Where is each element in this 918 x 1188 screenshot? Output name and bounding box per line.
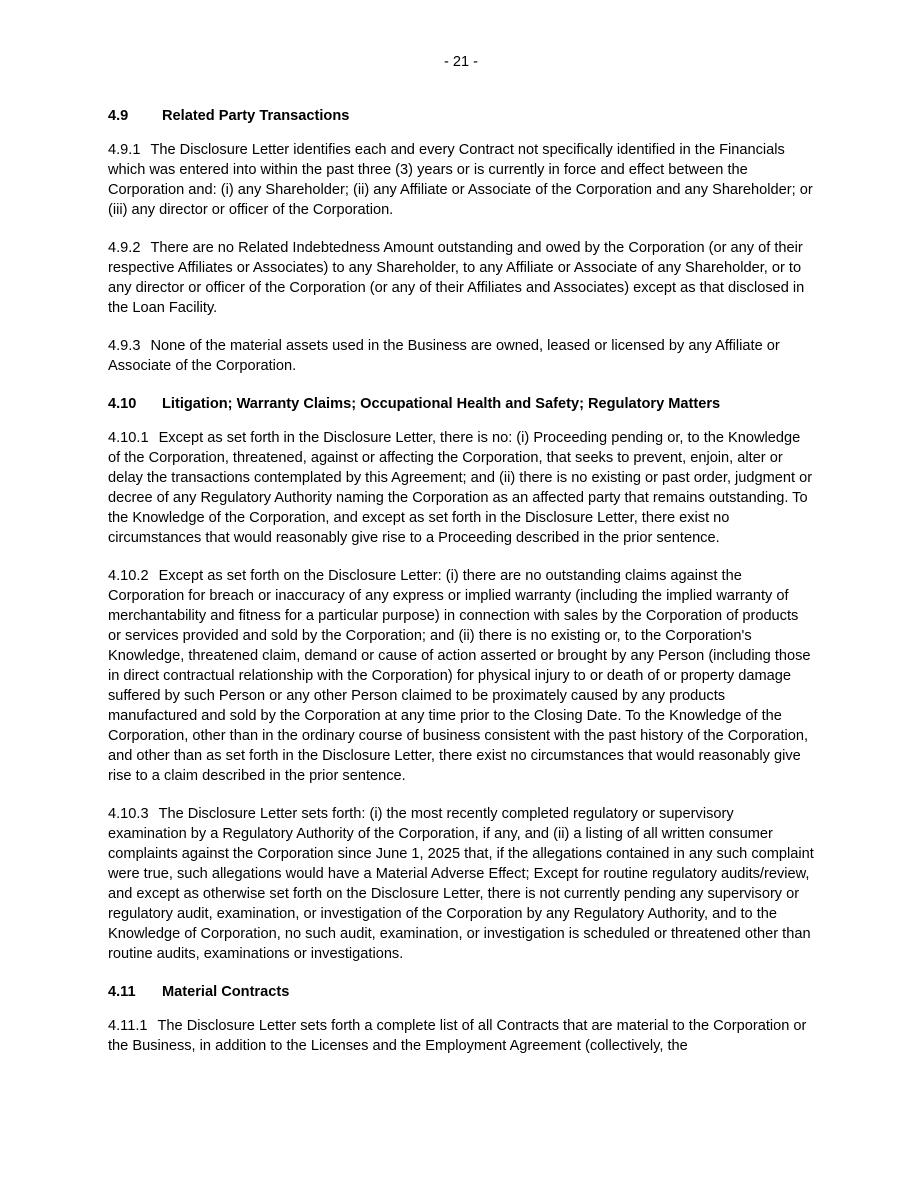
paragraph-4-9-2 xyxy=(108,238,814,318)
paragraph-4-9-1 xyxy=(108,140,814,220)
section-4-9 xyxy=(108,106,814,376)
paragraph-text: The Disclosure Letter identifies each and every Contract not specifically identified in the Financials which was entered into within the past three (3) years or is currently in force and effect between the Corporation and: (i) any Shareholder; (ii) any Affiliate or Associate of the Corporation and any Shareholder; or (iii) any director or officer of the Corporation. xyxy=(108,142,813,218)
section-4-10 xyxy=(108,394,814,964)
paragraph-4-10-2 xyxy=(108,566,814,786)
paragraph-4-9-3 xyxy=(108,336,814,376)
paragraph-number: 4.9.3 xyxy=(108,338,141,354)
paragraph-text: Except as set forth on the Disclosure Letter: (i) there are no outstanding claims against the Corporation for breach or inaccuracy of any express or implied warranty (including the implied warranty of merchantability and fitness for a particular purpose) in connection with sales by the Corporation of products or services provided and sold by the Corporation; and (ii) there is no existing or, to the Corporation's Knowledge, threatened claim, demand or cause of action asserted or brought by any Person (including those in direct contractual relationship with the Corporation) for physical injury to or death of or property damage suffered by such Person or any other Person claimed to be proximately caused by any products manufactured and sold by the Corporation at any time prior to the Closing Date. To the Knowledge of the Corporation, other than in the ordinary course of business consistent with the past history of the Corporation, and other than as set forth in the Disclosure Letter, there exist no circumstances that would reasonably give rise to a claim described in the prior sentence. xyxy=(108,568,811,784)
paragraph-number: 4.9.1 xyxy=(108,142,141,158)
section-heading xyxy=(108,982,814,1002)
section-title: Related Party Transactions xyxy=(162,108,350,124)
paragraph-text: The Disclosure Letter sets forth a complete list of all Contracts that are material to the Corporation or the Business, in addition to the Licenses and the Employment Agreement (collectively, the xyxy=(108,1018,807,1054)
section-number: 4.10 xyxy=(108,396,137,412)
document-page xyxy=(108,52,814,1074)
paragraph-4-10-1 xyxy=(108,428,814,548)
paragraph-number: 4.11.1 xyxy=(108,1018,148,1034)
paragraph-number: 4.10.1 xyxy=(108,430,149,446)
paragraph-text: None of the material assets used in the Business are owned, leased or licensed by any Affiliate or Associate of the Corporation. xyxy=(108,338,780,374)
section-number: 4.9 xyxy=(108,108,129,124)
section-title: Material Contracts xyxy=(162,984,290,1000)
paragraph-text: There are no Related Indebtedness Amount outstanding and owed by the Corporation (or any of their respective Affiliates or Associates) to any Shareholder, to any Affiliate or Associate of any Shareholder, or to any director or officer of the Corporation (or any of their Affiliates and Associates) except as that disclosed in the Loan Facility. xyxy=(108,240,805,316)
paragraph-text: Except as set forth in the Disclosure Letter, there is no: (i) Proceeding pending or, to the Knowledge of the Corporation, threatened, against or affecting the Corporation, that seeks to prevent, enjoin, alter or delay the transactions contemplated by this Agreement; and (ii) there is no existing or past order, judgment or decree of any Regulatory Authority naming the Corporation as an affected party that remains outstanding. To the Knowledge of the Corporation, and except as set forth in the Disclosure Letter, there exist no circumstances that would reasonably give rise to a Proceeding described in the prior sentence. xyxy=(108,430,813,546)
paragraph-text: The Disclosure Letter sets forth: (i) the most recently completed regulatory or supervisory examination by a Regulatory Authority of the Corporation, if any, and (ii) a listing of all written consumer complaints against the Corporation since June 1, 2025 that, if the allegations contained in any such complaint were true, such allegations would have a Material Adverse Effect; Except for routine regulatory audits/review, and except as otherwise set forth on the Disclosure Letter, there is not currently pending any supervisory or regulatory audit, examination, or investigation of the Corporation by any Regulatory Authority, and to the Knowledge of Corporation, no such audit, examination, or investigation is scheduled or threatened other than routine audits, examinations or investigations. xyxy=(108,806,814,962)
paragraph-4-11-1 xyxy=(108,1016,814,1056)
section-heading xyxy=(108,394,814,414)
section-title: Litigation; Warranty Claims; Occupational Health and Safety; Regulatory Matters xyxy=(162,396,721,412)
section-heading xyxy=(108,106,814,126)
paragraph-number: 4.10.3 xyxy=(108,806,149,822)
section-number: 4.11 xyxy=(108,984,136,1000)
paragraph-4-10-3 xyxy=(108,804,814,964)
page-number: - 21 - xyxy=(443,54,479,70)
paragraph-number: 4.9.2 xyxy=(108,240,141,256)
section-4-11 xyxy=(108,982,814,1056)
paragraph-number: 4.10.2 xyxy=(108,568,149,584)
